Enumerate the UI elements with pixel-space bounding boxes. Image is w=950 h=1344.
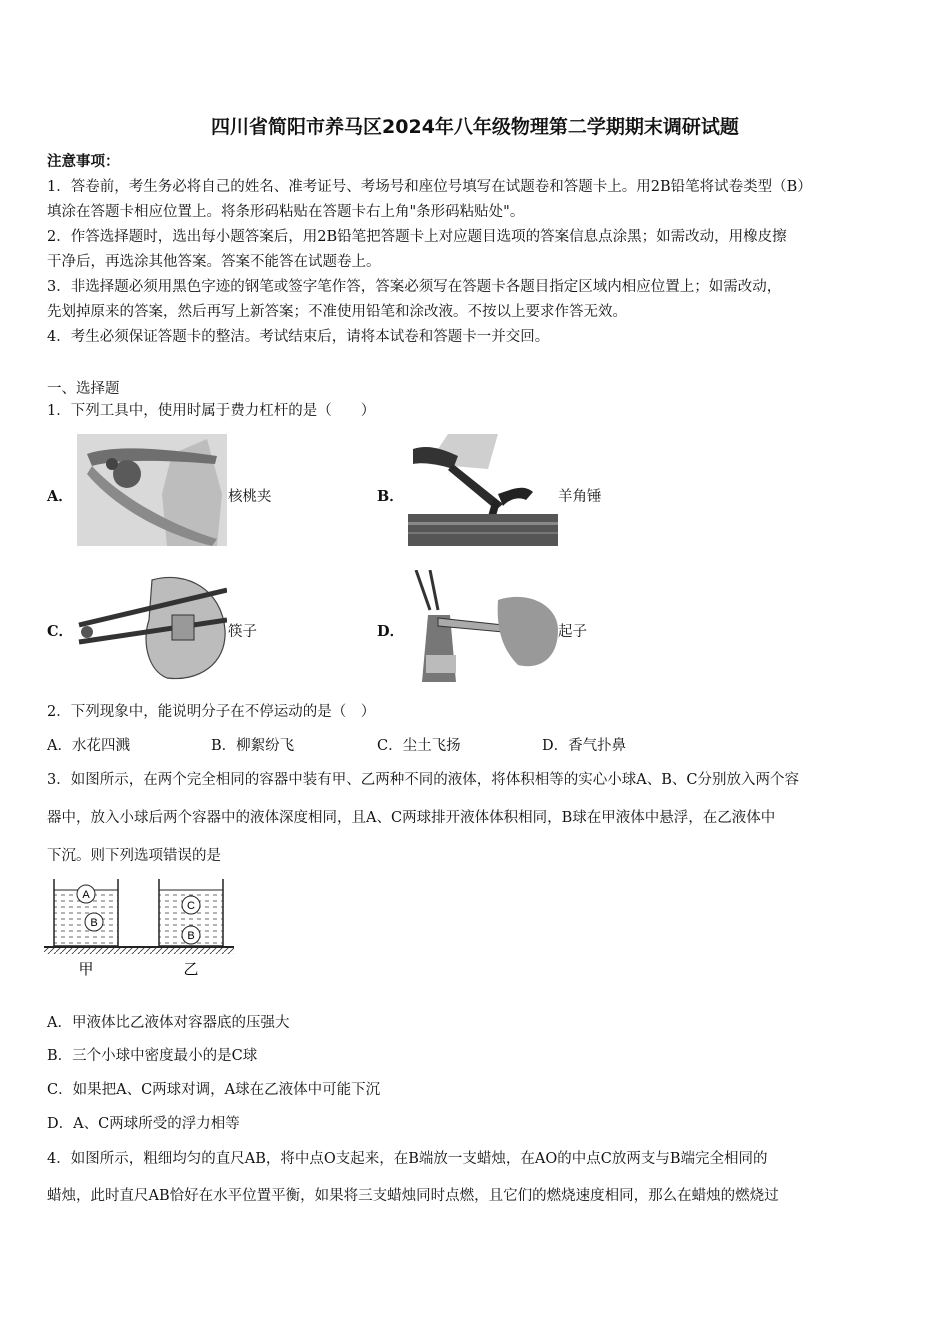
question-line: 器中，放入小球后两个容器中的液体深度相同，且A、C两球排开液体体积相同，B球在甲液体中悬浮，在乙液体中 xyxy=(47,810,776,826)
option-letter: D． xyxy=(377,623,405,640)
question-stem: 2．下列现象中，能说明分子在不停运动的是（ ） xyxy=(47,704,376,720)
question-line: 蜡烛，此时直尺AB恰好在水平位置平衡，如果将三支蜡烛同时点燃，且它们的燃烧速度相同，那么在蜡烛的燃烧过 xyxy=(47,1188,779,1204)
question-line: 下沉。则下列选项错误的是 xyxy=(47,848,221,864)
option-text: B．三个小球中密度最小的是C球 xyxy=(47,1048,258,1064)
ball-c-label: C xyxy=(187,900,195,912)
notes-line: 2．作答选择题时，选出每小题答案后，用2B铅笔把答题卡上对应题目选项的答案信息点涂黑；如需改动，用橡皮擦 xyxy=(47,229,787,245)
option-letter: B． xyxy=(377,488,404,505)
notes-line: 填涂在答题卡相应位置上。将条形码粘贴在答题卡右上角"条形码粘贴处"。 xyxy=(47,204,525,220)
containers-figure xyxy=(44,874,234,982)
notes-line: 1．答卷前，考生务必将自己的姓名、准考证号、考场号和座位号填写在试题卷和答题卡上。用2B铅笔将试卷类型（B） xyxy=(47,179,812,195)
walnut-cracker-image xyxy=(77,434,227,546)
question-stem: 1．下列工具中，使用时属于费力杠杆的是（ ） xyxy=(47,403,376,419)
notes-line: 3．非选择题必须用黑色字迹的钢笔或签字笔作答，答案必须写在答题卡各题目指定区域内相应位置上；如需改动， xyxy=(47,279,782,295)
section-heading: 一、选择题 xyxy=(47,381,120,397)
option-text: D．香气扑鼻 xyxy=(542,738,627,754)
option-text: C．尘土飞扬 xyxy=(377,738,461,754)
question-line: 3．如图所示，在两个完全相同的容器中装有甲、乙两种不同的液体，将体积相等的实心小球A、B、C分别放入两个容 xyxy=(47,772,799,788)
option-letter: A． xyxy=(47,488,73,505)
claw-hammer-image xyxy=(408,434,558,546)
ball-b2-label: B xyxy=(187,930,195,942)
container-label-right: 乙 xyxy=(183,960,199,978)
question-line: 4．如图所示，粗细均匀的直尺AB，将中点O支起来，在B端放一支蜡烛，在AO的中点C放两支与B端完全相同的 xyxy=(47,1151,768,1167)
option-label: 羊角锤 xyxy=(558,489,602,505)
option-text: A．水花四溅 xyxy=(47,738,130,754)
page-title: 四川省简阳市养马区2024年八年级物理第二学期期末调研试题 xyxy=(211,116,739,138)
option-text: C．如果把A、C两球对调，A球在乙液体中可能下沉 xyxy=(47,1082,381,1098)
option-text: B．柳絮纷飞 xyxy=(211,738,295,754)
option-label: 起子 xyxy=(558,624,587,640)
option-text: D．A、C两球所受的浮力相等 xyxy=(47,1116,240,1132)
container-label-left: 甲 xyxy=(78,960,94,978)
ball-b-label: B xyxy=(90,917,98,929)
option-label: 核桃夹 xyxy=(228,489,272,505)
option-text: A．甲液体比乙液体对容器底的压强大 xyxy=(47,1015,290,1031)
option-label: 筷子 xyxy=(228,624,257,640)
bottle-opener-image xyxy=(408,570,558,682)
ball-a-label: A xyxy=(82,889,90,901)
notes-line: 4．考生必须保证答题卡的整洁。考试结束后，请将本试卷和答题卡一并交回。 xyxy=(47,329,550,345)
notes-line: 干净后，再选涂其他答案。答案不能答在试题卷上。 xyxy=(47,254,381,270)
chopsticks-image xyxy=(77,570,227,682)
option-letter: C． xyxy=(47,623,74,640)
notes-heading: 注意事项： xyxy=(47,153,120,170)
notes-line: 先划掉原来的答案，然后再写上新答案；不准使用铅笔和涂改液。不按以上要求作答无效。 xyxy=(47,304,627,320)
